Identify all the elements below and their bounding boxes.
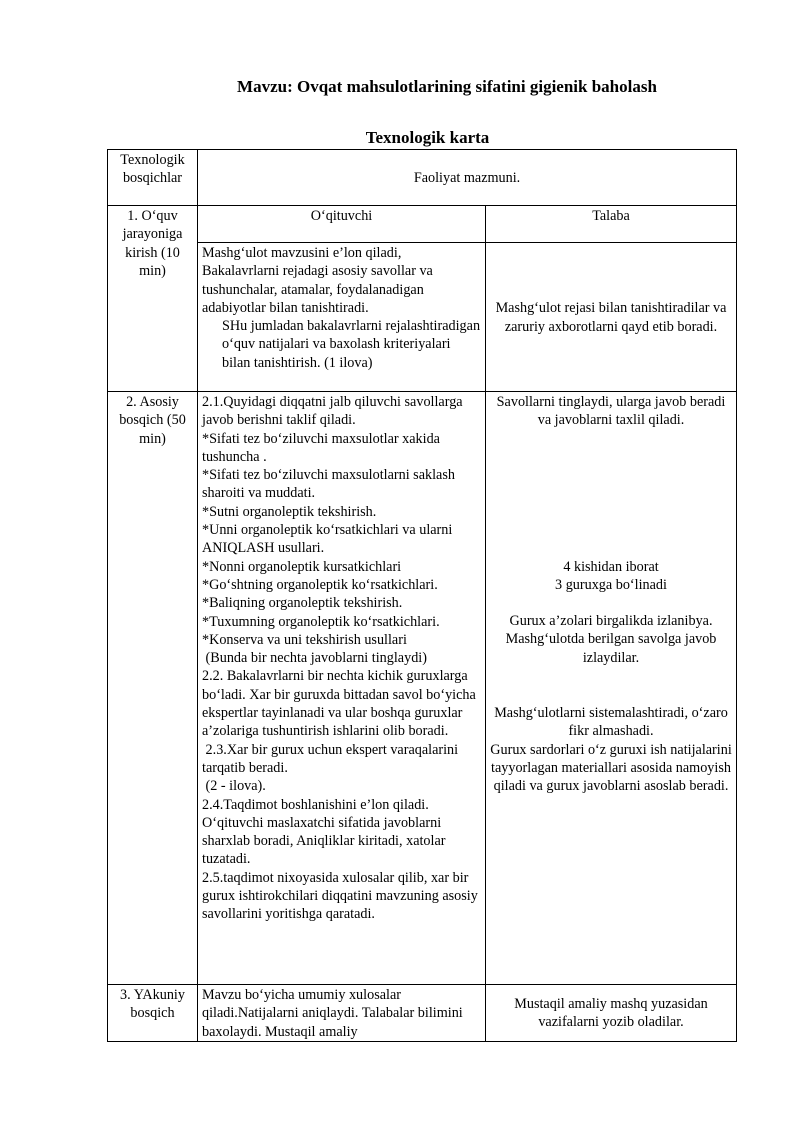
stage3-label: 3. YAkuniy bosqich bbox=[108, 985, 198, 1042]
technology-map-table bbox=[107, 149, 737, 1042]
stage1-teacher-text: Mashg‘ulot mavzusini e’lon qiladi, Bakalavrlarni rejadagi asosiy savollar va tushunchalar, atamalar, foydalanadigan adabiyotlar bilan tanishtiradi. bbox=[202, 245, 433, 316]
spacer bbox=[490, 667, 732, 704]
stage2-teacher-line: *Sifati tez bo‘ziluvchi maxsulotlarni saklash sharoiti va muddati. bbox=[202, 467, 455, 502]
spacer bbox=[490, 430, 732, 558]
stage2-student-text: Savollarni tinglaydi, ularga javob beradi va javoblarni taxlil qiladi. bbox=[496, 394, 726, 429]
stage2-student-text: Gurux a’zolari birgalikda izlanibya. Mashg‘ulotda berilgan savolga javob izlaydilar. bbox=[505, 613, 717, 666]
stage1-label: 1. O‘quv jarayoniga kirish (10 min) bbox=[108, 206, 198, 392]
stage1-student: Mashg‘ulot rejasi bilan tanishtiradilar va zaruriy axborotlarni qayd etib boradi. bbox=[486, 243, 737, 392]
stage2-teacher-line: *Go‘shtning organoleptik ko‘rsatkichlari. bbox=[202, 576, 438, 593]
stage1-row bbox=[108, 243, 737, 392]
stage2-teacher-line: (Bunda bir nechta javoblarni tinglaydi) bbox=[202, 650, 427, 667]
stage2-teacher-line: 2.4.Taqdimot boshlanishini e’lon qiladi. O‘qituvchi maslaxatchi sifatida javoblarni sharxlab boradi, Aniqliklar kiritadi, xatolar tuzatadi. bbox=[202, 796, 446, 868]
table-title: Texnologik karta bbox=[365, 128, 490, 147]
header-content: Faoliyat mazmuni. bbox=[198, 150, 737, 206]
stage2-teacher-line: *Sutni organoleptik tekshirish. bbox=[202, 503, 377, 520]
stage2-teacher-line: *Tuxumning organoleptik ko‘rsatkichlari. bbox=[202, 613, 440, 630]
stage2-student-text: 4 kishidan iborat bbox=[563, 558, 659, 575]
stage2-teacher-line: *Nonni organoleptik kursatkichlari bbox=[202, 558, 402, 575]
stage1-teacher-cell bbox=[198, 243, 486, 392]
stage2-student-text: Mashg‘ulotlarni sistemalashtiradi, o‘zaro fikr almashadi. bbox=[494, 705, 728, 740]
header-row bbox=[108, 150, 737, 206]
stage2-teacher-line: 2.2. Bakalavrlarni bir nechta kichik guruxlarga bo‘ladi. Xar bir guruxda bittadan savol bo‘yicha ekspertlar tayinlanadi va ular boshqa guruxlar a’zolariga tushuntirish ishlarini olib boradi. bbox=[202, 668, 476, 740]
stage2-teacher-line: *Sifati tez bo‘ziluvchi maxsulotlar xakida tushuncha . bbox=[202, 430, 440, 465]
stage2-student-cell bbox=[486, 392, 737, 985]
stage3-student: Mustaqil amaliy mashq yuzasidan vazifalarni yozib oladilar. bbox=[486, 985, 737, 1042]
stage1-teacher-text-2: SHu jumladan bakalavrlarni rejalashtiradigan o‘quv natijalari va baxolash kriteriyalari bilan tanishtirish. (1 ilova) bbox=[222, 318, 481, 371]
stage2-teacher-cell bbox=[198, 392, 486, 985]
page-title: Mavzu: Ovqat mahsulotlarining sifatini gigienik baholash bbox=[237, 77, 657, 96]
stage3-row bbox=[108, 985, 737, 1042]
stage2-teacher-line: *Unni organoleptik ko‘rsatkichlari va ularni ANIQLASH usullari. bbox=[202, 522, 453, 557]
stage2-teacher-line: *Konserva va uni tekshirish usullari bbox=[202, 631, 407, 648]
header-stages: Texnologik bosqichlar bbox=[108, 150, 198, 206]
stage2-teacher-line: 2.3.Xar bir gurux uchun ekspert varaqalarini tarqatib beradi. bbox=[202, 741, 462, 776]
stage2-teacher-line: 2.5.taqdimot nixoyasida xulosalar qilib, xar bir gurux ishtirokchilari diqqatini mavzuning asosiy savollarini yoritishga qaratadi. bbox=[202, 869, 478, 923]
stage2-teacher-line: (2 - ilova). bbox=[202, 778, 266, 795]
header-student: Talaba bbox=[486, 206, 737, 243]
stage2-student-text: Gurux sardorlari o‘z guruxi ish natijalarini tayyorlagan materiallari asosida namoyish qiladi va gurux javoblarni asoslab beradi. bbox=[490, 741, 732, 795]
spacer bbox=[490, 594, 732, 612]
stage2-row bbox=[108, 392, 737, 985]
stage2-label: 2. Asosiy bosqich (50 min) bbox=[108, 392, 198, 985]
subheader-row bbox=[108, 206, 737, 243]
header-teacher: O‘qituvchi bbox=[198, 206, 486, 243]
stage2-student-text: 3 guruxga bo‘linadi bbox=[555, 576, 667, 593]
stage3-teacher: Mavzu bo‘yicha umumiy xulosalar qiladi.Natijalarni aniqlaydi. Talabalar bilimini baxolaydi. Mustaqil amaliy bbox=[198, 985, 486, 1042]
stage2-teacher-line: *Baliqning organoleptik tekshirish. bbox=[202, 595, 403, 612]
stage2-teacher-line: 2.1.Quyidagi diqqatni jalb qiluvchi savollarga javob berishni taklif qiladi. bbox=[202, 394, 463, 429]
